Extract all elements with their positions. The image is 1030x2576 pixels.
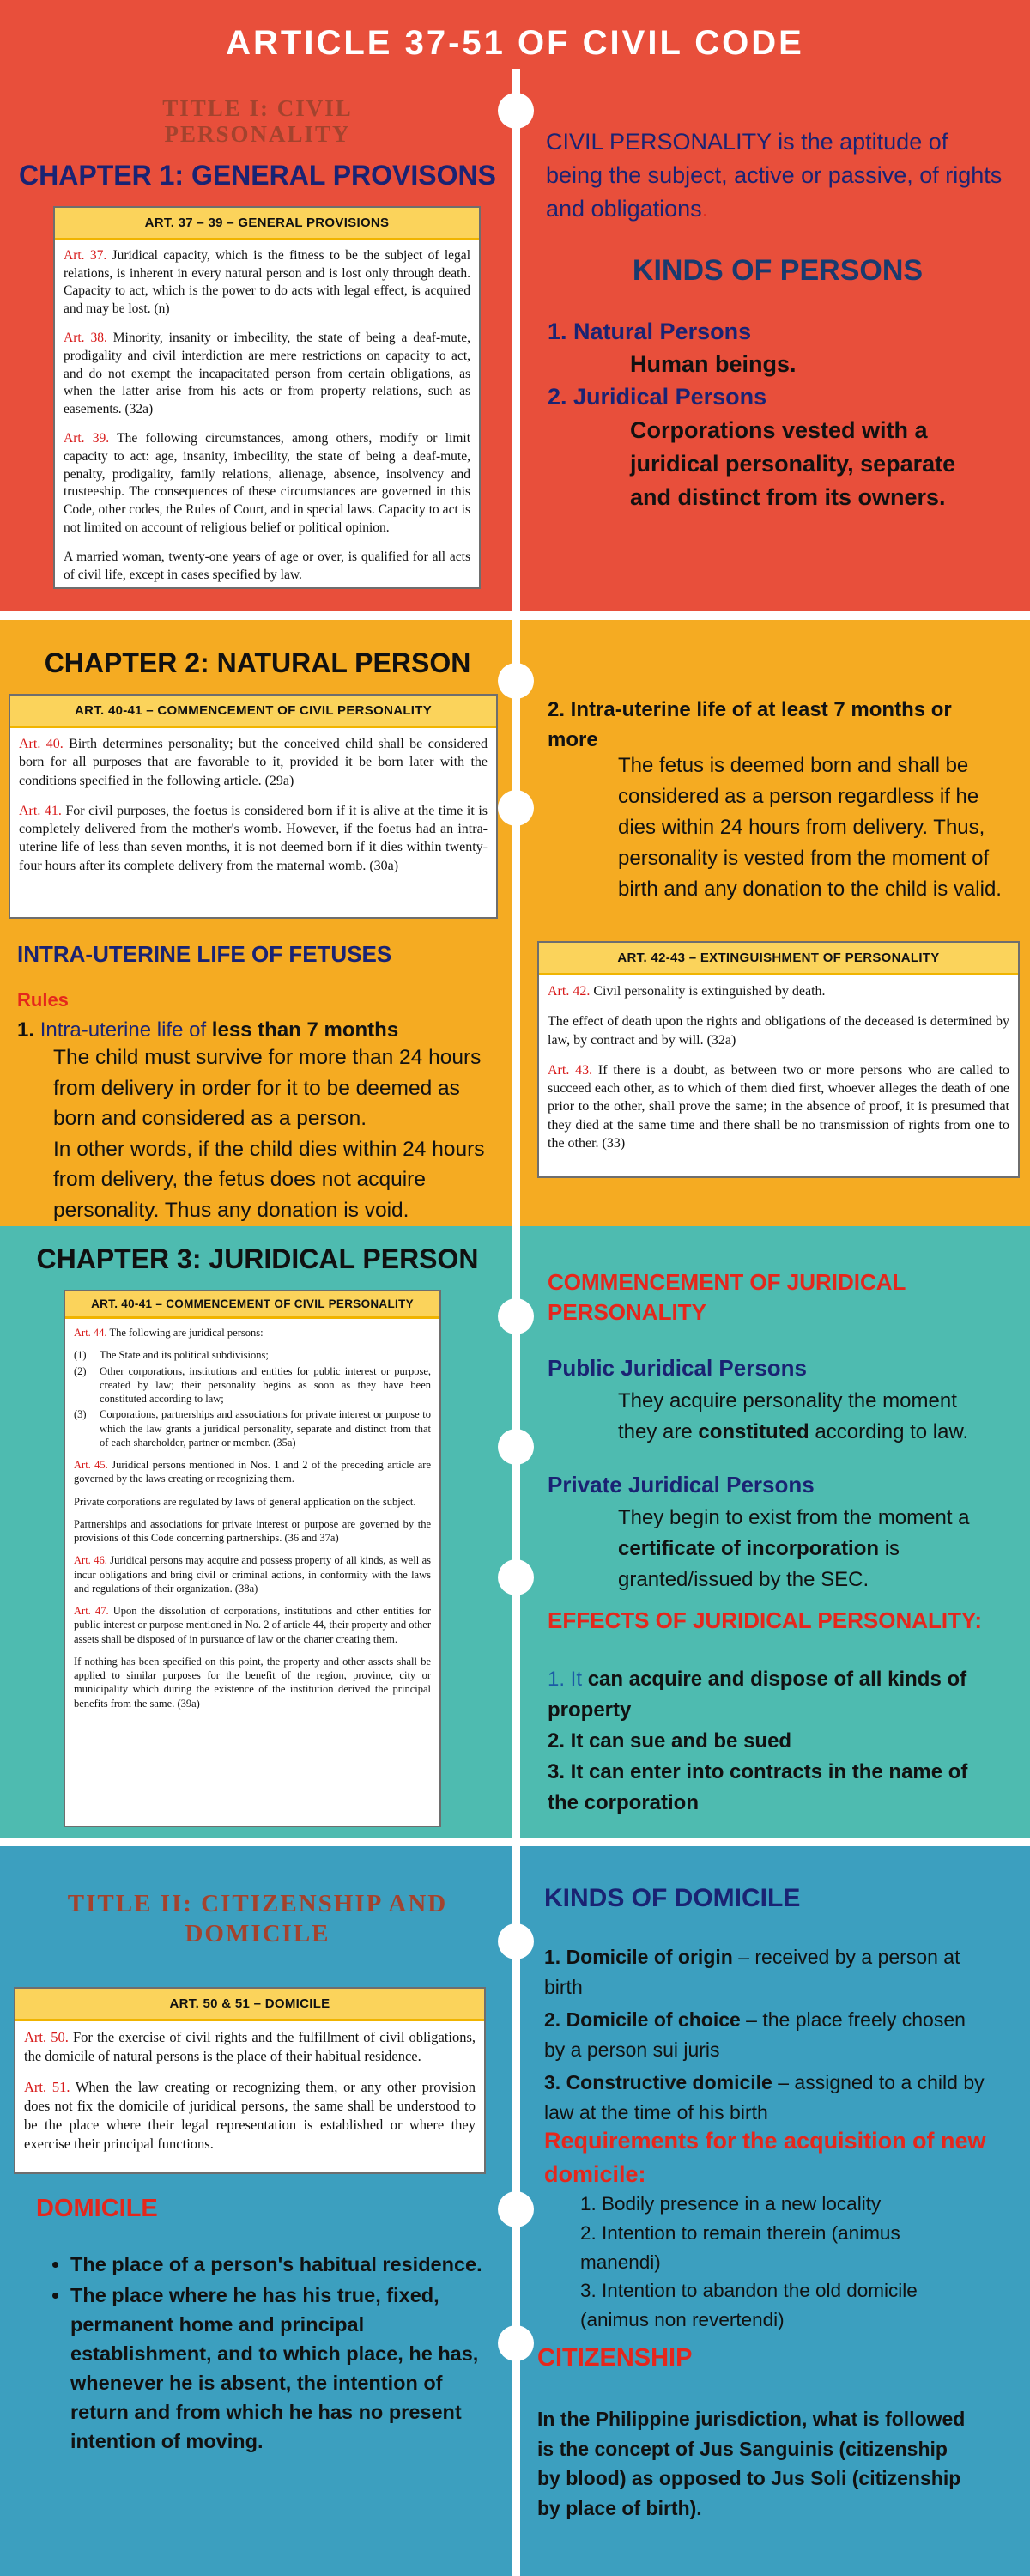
article-42-effect: The effect of death upon the rights and obligations of the deceased is determined by law, by contract and by will. (32a) [548, 1014, 1009, 1048]
timeline-dot [498, 2325, 534, 2361]
rule-1-desc-line: In other words, if the child dies within 24 hours from delivery, the fetus does not acquire personality. Thus any donation is void. [53, 1137, 485, 1222]
civil-personality-definition [546, 125, 1009, 226]
article-number: Art. 43. [548, 1062, 593, 1078]
article-text: Birth determines personality; but the conceived child shall be considered born for all purposes that are favorable to it, provided it be born later with the conditions specified in the following article. (29a) [19, 737, 488, 788]
law-box-body [55, 240, 479, 603]
kind-text: – received by a person at birth [544, 1946, 960, 1998]
citizenship-heading: CITIZENSHIP [537, 2344, 693, 2372]
kinds-of-domicile-list [544, 1942, 991, 2127]
list-item [74, 1364, 431, 1406]
timeline-dot [498, 2191, 534, 2227]
chapter-2-heading: CHAPTER 2: NATURAL PERSON [44, 647, 471, 678]
natural-persons-label: 1. Natural Persons [548, 319, 752, 344]
article-41 [19, 802, 488, 875]
article-text: Juridical persons may acquire and possess property of all kinds, as well as incur obligations and bring civil or criminal actions, in conformity with the laws and regulations of their organization. (38a) [74, 1554, 431, 1595]
article-number: Art. 39. [64, 431, 110, 447]
effect-number: 1. It [548, 1668, 583, 1691]
chapter-3-heading: CHAPTER 3: JURIDICAL PERSON [36, 1243, 479, 1274]
kinds-of-persons-heading: KINDS OF PERSONS [632, 254, 924, 287]
item-text: Other corporations, institutions and entities for public interest or purpose, created by law; their personality begins as soon as they have been constituted according to law; [100, 1364, 431, 1405]
article-text: The following circumstances, among others, modify or limit capacity to act: age, insanity, imbecility, the state of being a deaf-mute, penalty, prodigality, family relations, alienage, absence, insolvency and trusteeship. The consequences of these circumstances are governed in this Code, other codes, the Rules of Court, and in special laws. Capacity to act is not limited on account of religious belief or political opinion. [64, 431, 470, 535]
rule-strong: less than 7 months [211, 1018, 399, 1042]
article-42 [548, 982, 1009, 1000]
article-text: For the exercise of civil rights and the fulfillment of civil obligations, the domicile of natural persons is the place of their habitual residence. [24, 2029, 476, 2064]
domicile-definition-item: • The place of a person's habitual residence. [70, 2250, 484, 2279]
rule-1-desc [53, 1042, 491, 1225]
rules-label: Rules [17, 989, 69, 1011]
desc-text: is granted/issued by the SEC. [618, 1537, 900, 1591]
article-45-partnerships: Partnerships and associations for private interest or purpose are governed by the provisions of this Code concerning partnerships. (36 and 37a) [74, 1517, 431, 1544]
article-number: Art. 40. [19, 737, 64, 751]
private-juridical-label: Private Juridical Persons [548, 1472, 815, 1498]
list-item [74, 1348, 431, 1362]
article-number: Art. 42. [548, 984, 591, 999]
article-51 [24, 2078, 476, 2154]
effect-item [548, 1664, 1003, 1726]
article-text: If there is a doubt, as between two or more persons who are called to succeed each other, as to which of them died first, whoever alleges the death of one prior to the other, shall prove the same; in the absence of proof, it is presumed that they died at the same time and there shall be no transmission of rights from one to the other. (33) [548, 1062, 1010, 1151]
effects-juridical-heading: EFFECTS OF JURIDICAL PERSONALITY: [548, 1607, 983, 1633]
timeline-dot [498, 790, 534, 826]
domicile-kind-item [544, 1942, 991, 2002]
commencement-juridical-heading: COMMENCEMENT OF JURIDICAL PERSONALITY [548, 1269, 906, 1326]
desc-text: They acquire personality the moment they are [618, 1389, 957, 1443]
article-number: Art. 44. [74, 1327, 107, 1339]
item-text: The State and its political subdivisions; [100, 1349, 269, 1362]
article-46 [74, 1553, 431, 1595]
item-number: (1) [74, 1349, 87, 1362]
timeline-dot [498, 1429, 534, 1465]
rule-2-label: 2. Intra-uterine life of at least 7 months or more [548, 698, 952, 751]
desc-strong: constituted [698, 1420, 809, 1443]
article-text: For civil purposes, the foetus is considered born if it is alive at the time it is completely delivered from the mother's womb. However, if the foetus had an intra-uterine life of less than seven months, it is not deemed born if it dies within twenty-four hours after its complete delivery from the maternal womb. (30a) [19, 803, 488, 873]
list-item [74, 1407, 431, 1449]
domicile-definitions [46, 2250, 484, 2458]
rule-2-desc: The fetus is deemed born and shall be considered as a person regardless if he dies within 24 hours from delivery. Thus, personality is vested from the moment of birth and any donation to the child is valid. [618, 754, 1002, 901]
article-text: Juridical capacity, which is the fitness to be the subject of legal relations, is inherent in every natural person and is lost only through death. Capacity to act, which is the power to do acts with legal effect, is acquired and may be lost. (n) [64, 248, 470, 316]
article-number: Art. 45. [74, 1459, 108, 1471]
domicile-kind-item [544, 2005, 991, 2064]
article-43 [548, 1061, 1009, 1152]
law-box-header: ART. 42-43 – EXTINGUISHMENT OF PERSONALITY [539, 943, 1018, 975]
desc-text: They begin to exist from the moment a [618, 1506, 970, 1529]
rule-number: 1. [17, 1018, 40, 1042]
intra-uterine-heading: INTRA-UTERINE LIFE OF FETUSES [17, 941, 392, 967]
law-box-header: ART. 50 & 51 – DOMICILE [15, 1989, 484, 2021]
effects-list [548, 1664, 1003, 1819]
kinds-of-domicile-heading: KINDS OF DOMICILE [544, 1884, 801, 1912]
item-number: (3) [74, 1408, 87, 1421]
law-box-body [65, 1319, 439, 1726]
article-44 [74, 1326, 431, 1340]
article-number: Art. 46. [74, 1554, 107, 1567]
effect-item: 3. It can enter into contracts in the name of the corporation [548, 1760, 968, 1814]
juridical-persons-desc: Corporations vested with a juridical personality, separate and distinct from its owners. [630, 417, 956, 511]
item-text: Corporations, partnerships and associations for private interest or purpose to which the law grants a juridical personality, separate and distinct from that of each shareholder, partner or member. (35a) [100, 1408, 431, 1449]
effect-text: can acquire and dispose of all kinds of property [548, 1668, 967, 1722]
article-47-unspecified: If nothing has been specified on this point, the property and other assets shall be applied to similar purposes for the benefit of the region, province, city or municipality which during the existence of the institution derived the principal benefits from the same. (39a) [74, 1655, 431, 1710]
public-juridical-desc [618, 1386, 987, 1448]
timeline-dot [498, 663, 534, 699]
law-box-header: ART. 40-41 – COMMENCEMENT OF CIVIL PERSONALITY [10, 696, 496, 728]
definition-text: CIVIL PERSONALITY is the aptitude of being the subject, active or passive, of rights and obligations [546, 129, 1003, 222]
domicile-heading: DOMICILE [36, 2195, 158, 2222]
law-box-art-50-51 [14, 1987, 486, 2174]
kind-label: 1. Domicile of origin [544, 1946, 733, 1968]
timeline-dot [498, 1923, 534, 1959]
article-44-list [74, 1348, 431, 1449]
article-47 [74, 1604, 431, 1646]
requirement-item: 3. Intention to abandon the old domicile (animus non revertendi) [580, 2280, 918, 2330]
article-text: Minority, insanity or imbecility, the state of being a deaf-mute, prodigality and civil interdiction are mere restrictions on capacity to act, and do not exempt the incapacitated person from certain obligations, as when the latter arise from his acts or from property relations, such as easements. (32a) [64, 331, 470, 416]
article-text: When the law creating or recognizing them, or any other provision does not fix the domicile of juridical persons, the same shall be understood to be the place where their legal representation is established or where they exercise their principal functions. [24, 2078, 476, 2152]
article-number: Art. 37. [64, 248, 107, 263]
kind-text: – the place freely chosen by a person sui juris [544, 2008, 966, 2061]
article-number: Art. 50. [24, 2029, 69, 2045]
article-45 [74, 1458, 431, 1486]
domicile-definition-item: • The place where he has his true, fixed, permanent home and principal establishment, and to which place, he has, whenever he is absent, the intention of return and from which he has no present intention of moving. [70, 2281, 484, 2456]
law-box-art-44-47 [64, 1290, 441, 1827]
law-box-body [10, 728, 496, 894]
effect-item: 2. It can sue and be sued [548, 1729, 792, 1753]
article-number: Art. 47. [74, 1605, 109, 1617]
requirements-list [580, 2190, 949, 2335]
title-i-heading: TITLE I: CIVIL PERSONALITY [162, 95, 353, 147]
chapter-1-heading: CHAPTER 1: GENERAL PROVISONS [19, 160, 496, 191]
kind-label: 2. Domicile of choice [544, 2008, 741, 2031]
article-38 [64, 330, 470, 418]
citizenship-text: In the Philippine jurisdiction, what is followed is the concept of Jus Sanguinis (citizenship by blood) as opposed to Jus Soli (citizenship by place of birth). [537, 2408, 966, 2519]
article-number: Art. 38. [64, 331, 107, 346]
article-number: Art. 41. [19, 803, 62, 818]
public-juridical-label: Public Juridical Persons [548, 1355, 807, 1381]
requirement-item: 1. Bodily presence in a new locality [580, 2193, 882, 2215]
article-39 [64, 430, 470, 537]
timeline-dot [498, 93, 534, 129]
rule-lead: Intra-uterine life of [39, 1018, 212, 1042]
article-40 [19, 735, 488, 790]
law-box-body [539, 975, 1018, 1171]
article-number: Art. 51. [24, 2078, 70, 2095]
natural-persons-desc: Human beings. [630, 351, 797, 377]
article-39-married-woman: A married woman, twenty-one years of age or over, is qualified for all acts of civil life, except in cases specified by law. [64, 550, 470, 582]
kind-label: 3. Constructive domicile [544, 2071, 772, 2093]
page-title: ARTICLE 37-51 OF CIVIL CODE [226, 24, 804, 62]
kind-text: – assigned to a child by law at the time of his birth [544, 2071, 985, 2123]
law-box-art-40-41 [9, 694, 498, 919]
article-50 [24, 2028, 476, 2066]
article-37 [64, 247, 470, 318]
law-box-body [15, 2021, 484, 2172]
requirements-heading: Requirements for the acquisition of new domicile: [544, 2128, 986, 2188]
law-box-header: ART. 37 – 39 – GENERAL PROVISIONS [55, 208, 479, 240]
article-text: Civil personality is extinguished by death. [590, 984, 826, 999]
private-juridical-desc [618, 1503, 987, 1595]
desc-strong: certificate of incorporation [618, 1537, 880, 1560]
timeline-dot [498, 1559, 534, 1595]
article-45-private: Private corporations are regulated by laws of general application on the subject. [74, 1495, 416, 1508]
rule-1-desc-line: The child must survive for more than 24 hours from delivery in order for it to be deemed as born and considered as a person. [53, 1046, 482, 1131]
article-text: Juridical persons mentioned in Nos. 1 and 2 of the preceding article are governed by the laws creating or recognizing them. [74, 1459, 431, 1485]
law-box-art-37-39 [53, 206, 481, 589]
requirement-item: 2. Intention to remain therein (animus manendi) [580, 2221, 900, 2273]
definition-period: . [701, 196, 709, 222]
timeline-dot [498, 1298, 534, 1334]
title-ii-heading: TITLE II: CITIZENSHIP AND DOMICILE [67, 1890, 448, 1947]
article-text: The following are juridical persons: [106, 1327, 264, 1339]
domicile-kind-item [544, 2068, 991, 2127]
article-text: Upon the dissolution of corporations, institutions and other entities for public interest or purpose mentioned in No. 2 of article 44, their property and other assets shall be disposed of in pursuance of law or the charter creating them. [74, 1605, 431, 1645]
rule-1-label [17, 1015, 398, 1046]
item-number: (2) [74, 1364, 87, 1377]
law-box-art-42-43 [537, 941, 1020, 1178]
law-box-header: ART. 40-41 – COMMENCEMENT OF CIVIL PERSONALITY [65, 1291, 439, 1319]
juridical-persons-label: 2. Juridical Persons [548, 384, 767, 410]
desc-text: according to law. [809, 1420, 969, 1443]
